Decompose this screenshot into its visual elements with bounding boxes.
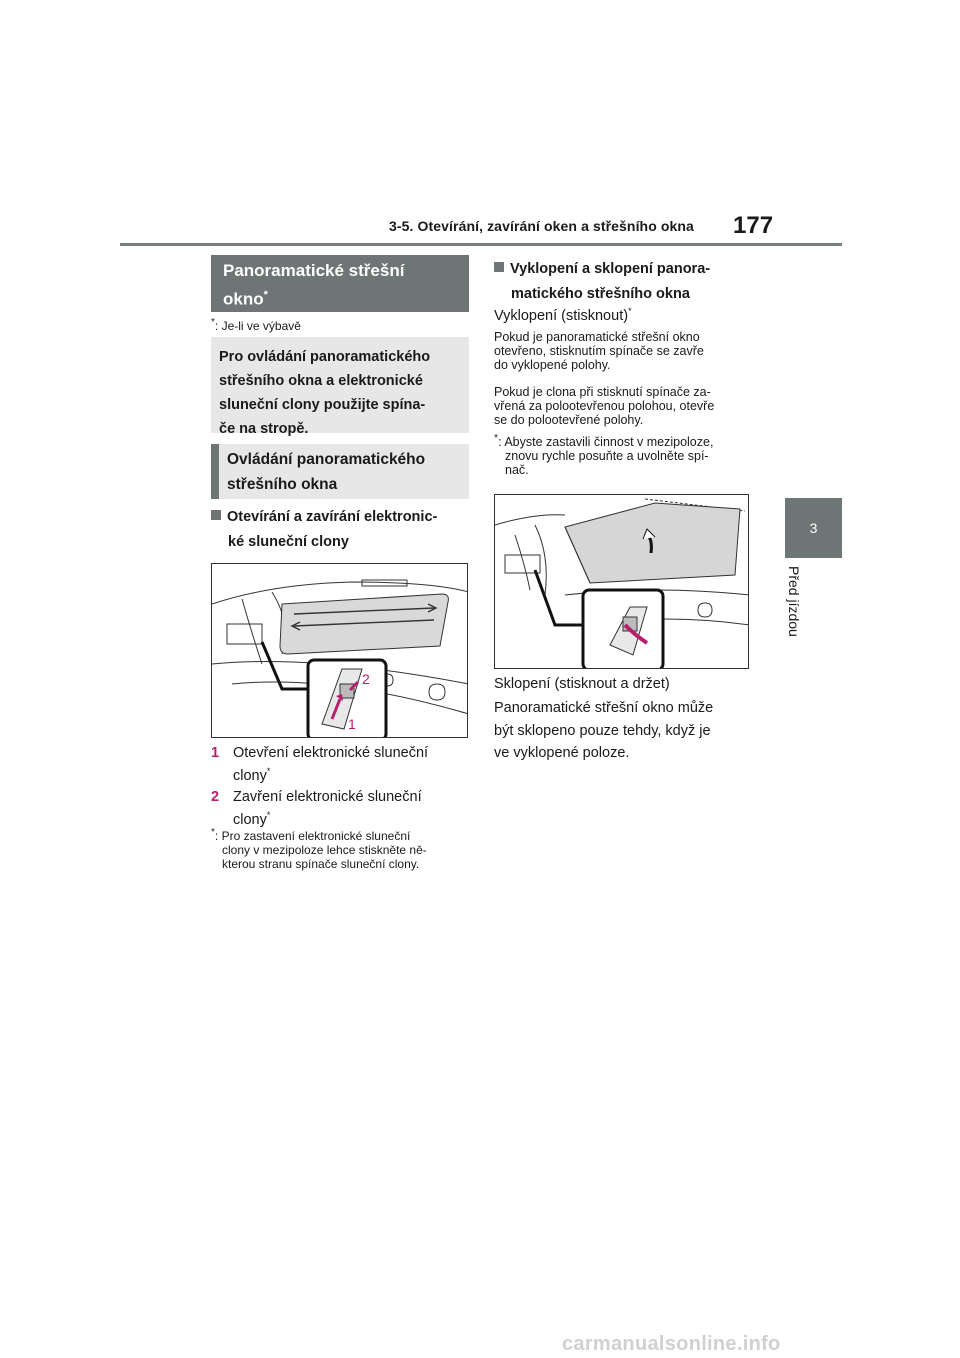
watermark[interactable]: carmanualsonline.info [562,1333,781,1355]
intro-line: sluneční clony použijte spína- [219,397,426,413]
tilt-down-label: Sklopení (stisknout a držet) [494,676,670,692]
shade-switch-drawing [212,564,468,738]
section-title-panoramic-roof [211,255,469,312]
chapter-name-text: Před jízdou [786,566,802,637]
equipment-footnote: *: Je-li ve výbavě [211,317,301,333]
shade-footnote: *: Pro zastavení elektronické sluneční clony v mezipoloze lehce stiskněte ně- kterou stranu spínače sluneční clony. [211,827,427,871]
subheading-tilt: Vyklopení a sklopení panora- matického střešního okna [494,257,756,307]
tilt-down-text: Panoramatické střešní okno může být sklopeno pouze tehdy, když je ve vyklopené poloze. [494,700,714,761]
tilt-paragraph-2: Pokud je clona při stisknutí spínače za- vřená za polootevřenou polohou, otevře se do polootevřené polohy. [494,385,715,427]
running-header: 3-5. Otevírání, zavírání oken a střešního okna [389,218,694,234]
section-title-control [211,444,469,499]
intro-line: střešního okna a elektronické [219,373,423,389]
intro-box [211,337,469,437]
section-title-line2: okno* [223,289,268,309]
callout-1: 1 [348,716,356,732]
bullet-square-icon [211,510,221,520]
intro-line: Pro ovládání panoramatického [219,349,431,365]
tilt-switch-drawing [495,495,749,669]
item-number: 2 [211,789,220,805]
subheading-shade: Otevírání a zavírání elektronic- ké sluneční clony [211,505,473,555]
tilt-footnote: *: Abyste zastavili činnost v mezipoloze, znovu rychle posuňte a uvolněte spí- nač. [494,433,714,478]
chapter-tab[interactable]: 3 [785,498,842,558]
tilt-paragraph-1: Pokud je panoramatické střešní okno otevřeno, stisknutím spínače se zavře do vyklopené polohy. [494,330,704,372]
page-number: 177 [733,212,774,239]
intro-line: če na stropě. [219,421,309,437]
shade-switch-illustration [211,563,468,738]
tilt-up-label: Vyklopení (stisknout)* [494,306,632,324]
section-title-line1: Panoramatické střešní [223,261,405,280]
section-title-line1: Ovládání panoramatického [227,451,426,468]
item-number: 1 [211,745,220,761]
header-rule [120,243,842,246]
section-title-line2: střešního okna [227,476,338,493]
chapter-name [784,566,804,646]
bullet-square-icon [494,262,504,272]
callout-2: 2 [362,671,370,687]
tilt-switch-illustration [494,494,749,669]
